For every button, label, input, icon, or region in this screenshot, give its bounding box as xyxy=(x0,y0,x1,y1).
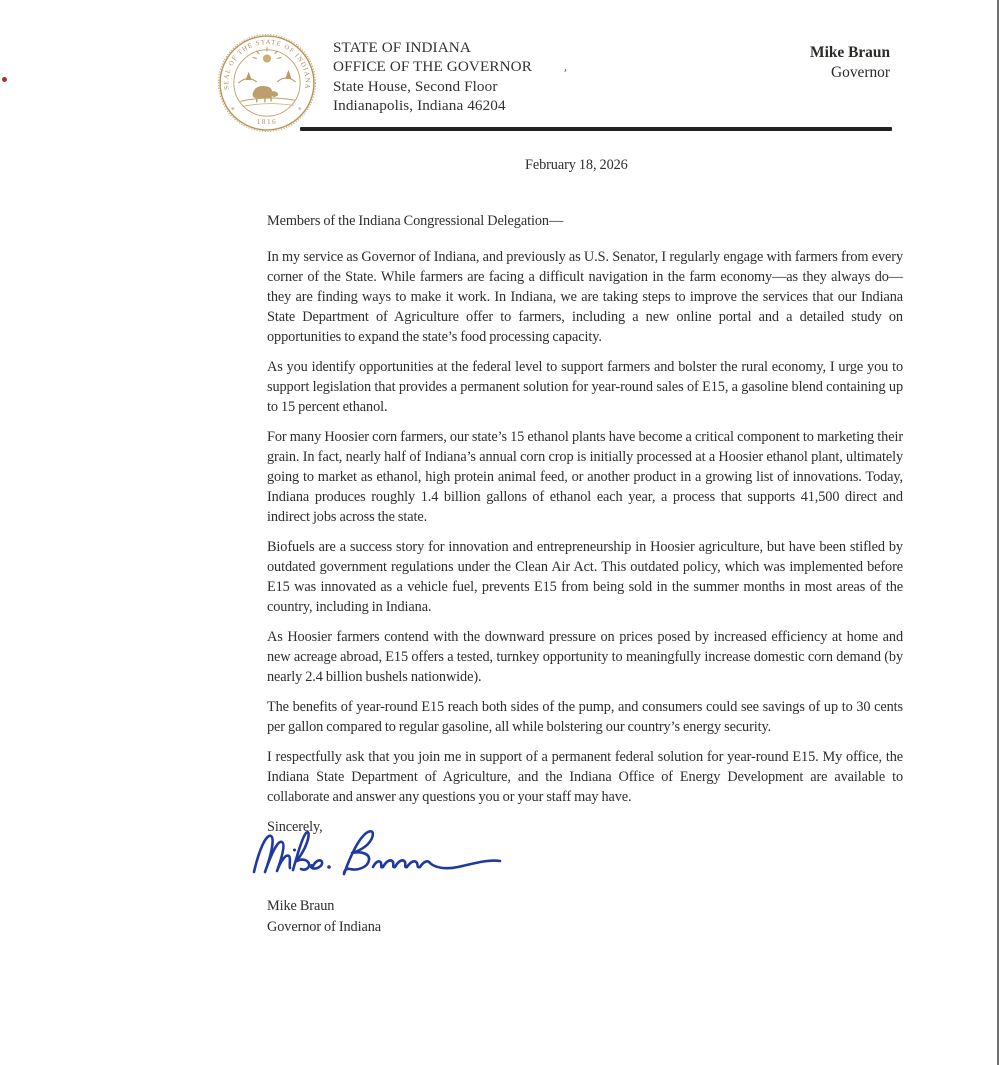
letter-paragraph-6: The benefits of year-round E15 reach both sides of the pump, and consumers could see savings of up to 30 cents per gallon compared to regular gasoline, all while bolstering our country’s energy security. xyxy=(267,699,903,735)
signature-typed-block xyxy=(267,896,903,938)
scan-artifact-mark: ’ xyxy=(562,65,569,81)
letter-closing: Sincerely, xyxy=(267,819,323,835)
signature-typed-name: Mike Braun xyxy=(267,898,335,914)
letter-paragraph-1: In my service as Governor of Indiana, and previously as U.S. Senator, I regularly engage with farmers from every corner of the State. While farmers are facing a difficult navigation in the farm economy—as they always do—they are finding ways to make it work. In Indiana, we are taking steps to improve the services that our Indiana State Department of Agriculture offer to farmers, including a new online portal and a detailed study on opportunities to expand the state’s food processing capacity. xyxy=(267,249,903,345)
letter-paragraph-4: Biofuels are a success story for innovation and entrepreneurship in Hoosier agriculture, but have been stifled by outdated government regulations under the Clean Air Act. This outdated policy, which was implemented before E15 was innovated as a vehicle fuel, prevents E15 from being sold in the summer months in most areas of the country, including in Indiana. xyxy=(267,539,903,615)
letterhead-address-line1: State House, Second Floor xyxy=(333,77,498,95)
letter-paragraph-2: As you identify opportunities at the federal level to support farmers and bolster the rural economy, I urge you to support legislation that provides a permanent solution for year-round sales of E15, a gasoline blend containing up to 15 percent ethanol. xyxy=(267,359,903,415)
seal-star-right-icon: ✳ xyxy=(297,106,302,113)
letterhead-address-block xyxy=(333,38,532,116)
letterhead-agency-line2: OFFICE OF THE GOVERNOR xyxy=(333,58,532,76)
letter-date: February 18, 2026 xyxy=(525,157,628,173)
letter-paragraph-5: As Hoosier farmers contend with the downward pressure on prices posed by increased efficiency at home and new acreage abroad, E15 offers a tested, turnkey opportunity to meaningfully increase domestic corn demand (by nearly 2.4 billion bushels nationwide). xyxy=(267,629,903,685)
seal-star-left-icon: ✳ xyxy=(230,106,236,113)
seal-ring-text: SEAL OF THE STATE OF INDIANA xyxy=(223,39,311,91)
scan-artifact-red-dot xyxy=(2,77,7,82)
state-seal-icon xyxy=(216,31,318,135)
letter-paragraph-3: For many Hoosier corn farmers, our state’s 15 ethanol plants have become a critical component to marketing their grain. In fact, nearly half of Indiana’s annual corn crop is initially processed at a Hoosier ethanol plant, ultimately going to market as ethanol, high protein animal feed, or another product in a growing list of innovations. Today, Indiana produces roughly 1.4 billion gallons of ethanol each year, a process that supports 41,500 direct and indirect jobs across the state. xyxy=(267,429,903,525)
letterhead-divider-rule xyxy=(300,127,892,131)
letter-salutation: Members of the Indiana Congressional Delegation— xyxy=(267,213,564,229)
scan-edge-line xyxy=(997,0,999,1065)
signature-typed-title: Governor of Indiana xyxy=(267,919,382,935)
letterhead-agency-line1: STATE OF INDIANA xyxy=(333,39,471,56)
seal-year: 1816 xyxy=(256,117,278,126)
letterhead-address-line2: Indianapolis, Indiana 46204 xyxy=(333,97,506,115)
handwritten-signature xyxy=(248,824,510,882)
official-title: Governor xyxy=(831,63,890,81)
letterhead-official-block xyxy=(810,43,890,82)
official-name: Mike Braun xyxy=(810,44,890,61)
signature-ink-icon xyxy=(248,824,510,882)
letter-body xyxy=(267,155,903,938)
letter-paragraph-7: I respectfully ask that you join me in support of a permanent federal solution for year-round E15. My office, the Indiana State Department of Agriculture, and the Indiana Office of Energy Development are available to collaborate and answer any questions you or your staff may have. xyxy=(267,749,903,805)
indiana-state-seal xyxy=(216,31,318,135)
